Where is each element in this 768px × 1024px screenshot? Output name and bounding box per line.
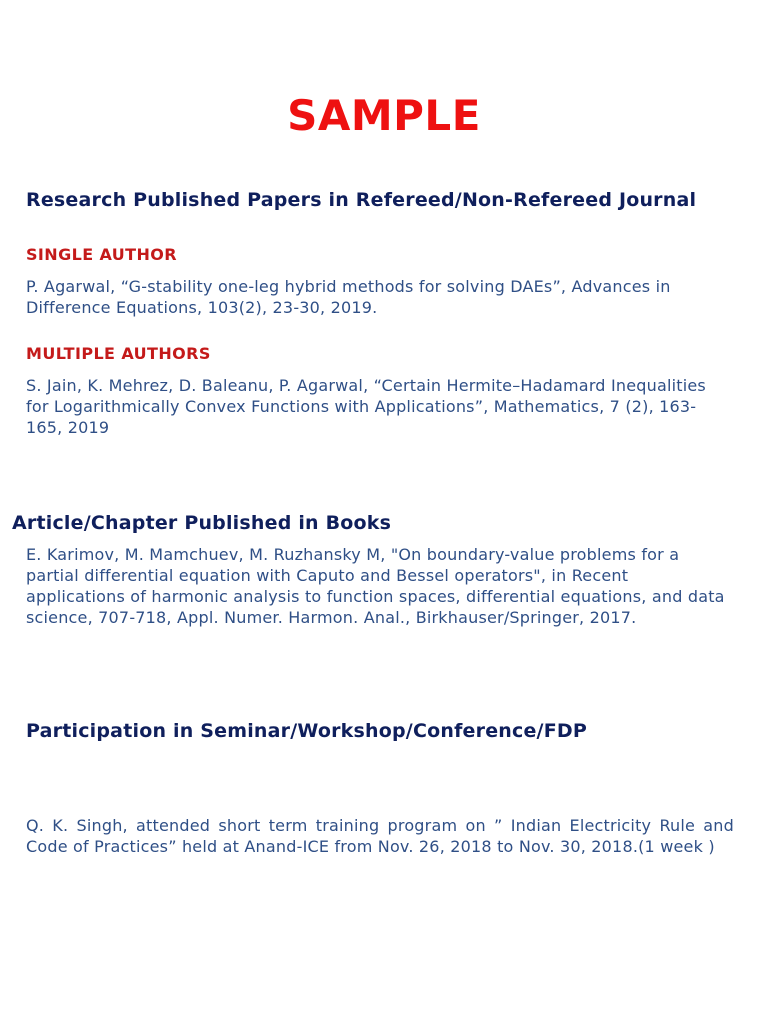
research-papers-heading: Research Published Papers in Refereed/Non-Refereed Journal: [26, 189, 697, 211]
multiple-authors-reference: S. Jain, K. Mehrez, D. Baleanu, P. Agarwal, “Certain Hermite–Hadamard Inequalities for Logarithmically Convex Functions with Applications”, Mathematics, 7 (2), 163-165, 2019: [26, 376, 706, 437]
books-chapter-heading: Article/Chapter Published in Books: [12, 512, 392, 534]
sample-watermark-title: SAMPLE: [287, 91, 481, 140]
multiple-authors-label: MULTIPLE AUTHORS: [26, 344, 211, 363]
book-chapter-reference: E. Karimov, M. Mamchuev, M. Ruzhansky M, "On boundary-value problems for a partial differential equation with Caputo and Bessel operators", in Recent applications of harmonic analysis to function spaces, differential equations, and data science, 707-718, Appl. Numer. Harmon. Anal., Birkhauser/Springer, 2017.: [26, 545, 725, 627]
single-author-reference: P. Agarwal, “G-stability one-leg hybrid methods for solving DAEs”, Advances in Difference Equations, 103(2), 23-30, 2019.: [26, 277, 671, 317]
single-author-label: SINGLE AUTHOR: [26, 245, 178, 264]
participation-heading: Participation in Seminar/Workshop/Conference/FDP: [26, 720, 587, 742]
participation-entry: Q. K. Singh, attended short term training program on ” Indian Electricity Rule and Code of Practices” held at Anand-ICE from Nov. 26, 2018 to Nov. 30, 2018.(1 week ): [26, 816, 734, 856]
